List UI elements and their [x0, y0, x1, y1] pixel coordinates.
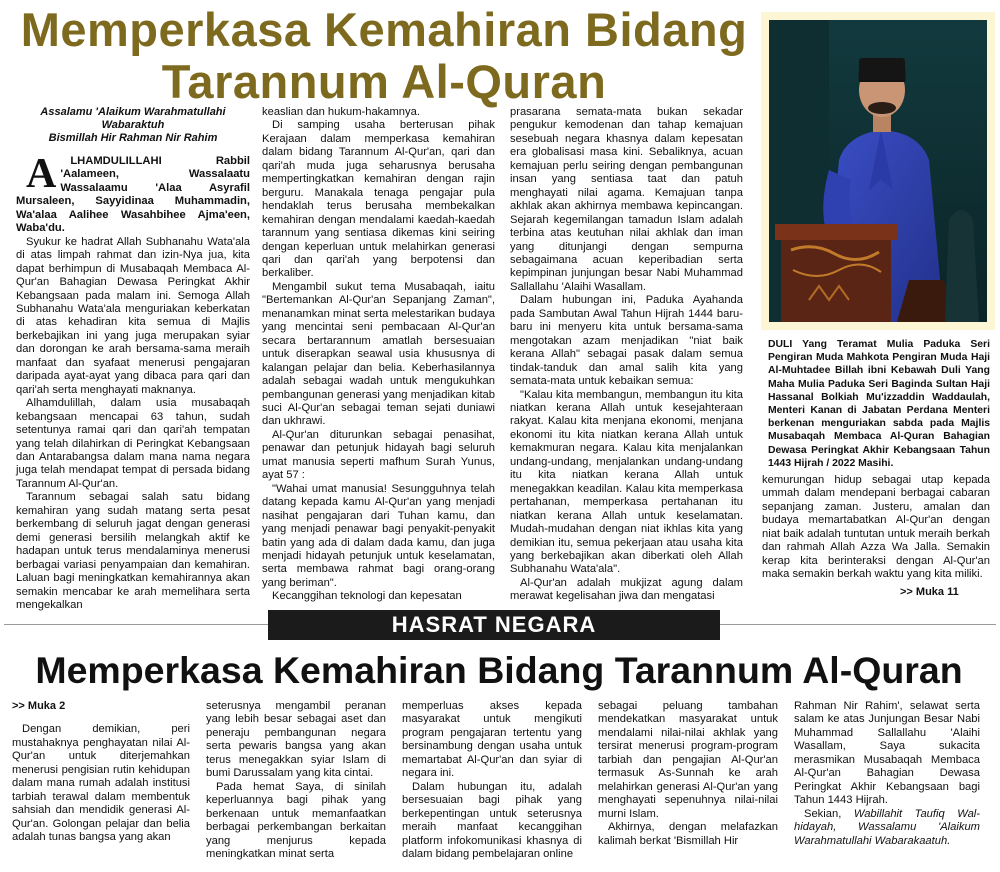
page-reference-next: >> Muka 11	[900, 586, 959, 598]
continued-column-4	[598, 700, 778, 848]
closing-lead: Sekian,	[804, 807, 842, 820]
paragraph: Akhirnya, dengan melafazkan kalimah berkat 'Bismillah Hir	[598, 821, 778, 847]
salam-line: Assalamu 'Alaikum Warahmatullahi Wabaraktuh	[40, 106, 226, 131]
lead-text: LHAMDULILLAHI Rabbil 'Aalameen, Wassalaatu Wassalaamu 'Alaa Asyrafil Mursaleen, Sayyidinaa Muhammadin, Wa'alaa Aalihee Wasahbihee Ajma'een, Waba'du.	[16, 155, 250, 235]
article-column-4	[762, 474, 990, 582]
photo-frame	[761, 12, 995, 330]
paragraph: sebagai peluang tambahan mendekatkan masyarakat untuk mendalami nilai-nilai akhlak yang tersirat menerusi program-program tarbiah dan pengajian Al-Qur'an termasuk As-Sunnah ke arah melahirkan generasi Al-Qur'an yang menghayati sepenuhnya nilai-nilai murni Islam.	[598, 700, 778, 820]
paragraph: kemurungan hidup sebagai utap kepada ummah dalam mendepani berbagai cabaran sepanjang zaman. Justeru, amalan dan budaya memartabatkan Al-Qur'an dengan niat baik adalah tuntutan untuk meraih berkah dan rahmah Allah Azza Wa Jalla. Semakin kerap kita berinteraksi dengan Al-Qur'an maka semakin berkah waktu yang kita miliki.	[762, 474, 990, 581]
paragraph: memperluas akses kepada masyarakat untuk mengikuti program pengajaran tertentu yang bersinambung dengan usaha untuk memartabat Al-Qur'an dan syiar di negara ini.	[402, 700, 582, 780]
continued-column-5	[794, 700, 980, 848]
paragraph: Mengambil sukut tema Musabaqah, iaitu "Bertemankan Al-Qur'an Sepanjang Zaman", menanamkan minat serta melestarikan budaya yang mencintai seni pembacaan Al-Qur'an secara bertarannum amatlah bersesuaian untuk diserapkan seawal usia khususnya di kalangan pelajar dan belia. Keberhasilannya adalah sebagai wadah untuk mengukuhkan pembangunan generasi yang menjadikan kitab suci Al-Qur'an sebagai teman sejati duniawi dan ukhrawi.	[262, 280, 495, 428]
paragraph: Syukur ke hadrat Allah Subhanahu Wata'ala di atas limpah rahmat dan izin-Nya jua, kita dapat berhimpun di Musabaqah Membaca Al-Qur'an Bahagian Dewasa Peringkat Akhir Kebangsaan pada malam ini. Semoga Allah Subhanahu Wata'ala menguriakan keberkatan di atas kehadiran kita semua di Majlis berkebajikan ini yang juga merupakan syiar dan dorongan ke arah bersama-sama meraih manfaat dan syafaat menerusi pengajaran daripada ayat-ayat yang dibaca para qari dan qari'ah serta menghayati maknanya.	[16, 235, 250, 396]
section-banner: HASRAT NEGARA	[268, 610, 720, 640]
salam-greeting	[16, 106, 250, 145]
photo-caption: DULI Yang Teramat Mulia Paduka Seri Pengiran Muda Mahkota Pengiran Muda Haji Al-Muhtadee Billah ibni Kebawah Duli Yang Maha Mulia Paduka Seri Baginda Sultan Haji Hassanal Bolkiah Mu'izzaddin Waddaulah, Menteri Kanan di Jabatan Perdana Menteri berkenan menguriakan sabda pada Majlis Musabaqah Membaca Al-Quran Bahagian Dewasa Peringkat Akhir Kebangsaan Tahun 1443 Hijrah / 2022 Masihi.	[768, 339, 990, 469]
paragraph: Al-Qur'an diturunkan sebagai penasihat, penawar dan petunjuk hidayah bagi seluruh umat manusia seperti mafhum Surah Yunus, ayat 57 :	[262, 428, 495, 482]
paragraph: Alhamdulillah, dalam usia musabaqah kebangsaan mencapai 63 tahun, sudah setentunya ramai qari dan qari'ah tempatan yang telah dilahirkan di Peringkat Kebangsaan dan Antarabangsa dalam mana nama negara juga telah mendapat tempat di persada bidang Tarannum Al-Qur'an.	[16, 397, 250, 490]
quote-paragraph: "Wahai umat manusia! Sesungguhnya telah datang kepada kamu Al-Qur'an yang menjadi nasihat pengajaran dari Tuhan kamu, dan yang menjadi penawar bagi penyakit-penyakit batin yang ada di dalam dada kamu, dan juga menjadi hidayah petunjuk untuk keselamatan, serta membawa rahmat bagi orang-orang yang beriman".	[262, 482, 495, 589]
drop-cap: A	[26, 151, 57, 197]
continued-column-1	[12, 700, 190, 845]
salam-line: Bismillah Hir Rahman Nir Rahim	[48, 132, 218, 144]
paragraph: Dalam hubungan itu, adalah bersesuaian bagi pihak yang berkepentingan untuk seterusnya meraih manfaat kecanggihan platform infokomunikasi khasnya di dalam bidang pembelajaran online	[402, 780, 582, 860]
article-column-2	[262, 106, 495, 604]
paragraph: Tarannum sebagai salah satu bidang kemahiran yang sudah matang serta pesat berkembang di seluruh jagat dengan generasi demi generasi bersilih melangkah aktif ke hadapan untuk terus mendalaminya menerusi berbagai variasi penyampaian dan kemahiran. Laluan bagi meningkatkan kemahirannya akan semakin mencabar ke arah memelihara serta mengekalkan	[16, 491, 250, 611]
paragraph: Dalam hubungan ini, Paduka Ayahanda pada Sambutan Awal Tahun Hijrah 1444 baru-baru ini menyeru kita untuk bersama-sama mengotakan azam menjadikan "niat baik kerana Allah" sebagai pasak dalam semua tindak-tanduk dan amal salih kita yang semata-mata untuk kebaikan semua:	[510, 294, 743, 388]
closing-salutation: Wabillahit Taufiq Wal-hidayah, Wassalamu 'Alaikum Warahmatullahi Wabarakaatuh.	[794, 807, 981, 847]
paragraph: Al-Qur'an adalah mukjizat agung dalam merawat kegelisahan jiwa dan mengatasi	[510, 576, 743, 603]
article-column-3	[510, 106, 743, 604]
paragraph: Pada hemat Saya, di sinilah keperluannya bagi pihak yang berkenaan untuk memanfaatkan berbagai perkembangan berkaitan yang menjurus kepada meningkatkan minat serta	[206, 780, 386, 860]
closing-paragraph	[794, 808, 980, 848]
paragraph: keaslian dan hukum-hakamnya.	[262, 106, 420, 118]
paragraph: Di samping usaha berterusan pihak Kerajaan dalam memperkasa kemahiran dalam bidang Tarannum Al-Qur'an, qari dan qari'ah muda juga seharusnya berusaha mempertingkatkan kemahiran dengan rajin berguru. Manakala tenaga pengajar pula hendaklah terus berusaha membekalkan kemahiran dengan mendalami kaedah-kaedah tarannum yang sentiasa dikemas kini seiring dengan keperluan untuk melahirkan generasi qari dan qari'ah yang berpotensi dan berkaliber.	[262, 119, 495, 280]
lead-paragraph	[16, 151, 250, 236]
quote-paragraph: "Kalau kita membangun, membangun itu kita niatkan kerana Allah untuk kesejahteraan rakyat. Kalau kita menjana ekonomi, menjana ekonomi itu kita niatkan kerana Allah untuk kemakmuran negara. Kalau kita menjalankan undang-undang, menjalankan undang-undang itu kita niatkan kerana Allah untuk menegakkan keadilan. Kalau kita memperkasa pertahanan, memperkasa pertahanan itu niatkan kerana Allah untuk keselamatan. Mudah-mudahan dengan niat ikhlas kita yang demikian itu, semua pekerjaan atau usaha kita yang berkebajikan akan diberkati oleh Allah Subhanahu Wata'ala".	[510, 388, 743, 576]
paragraph: Dengan demikian, peri mustahaknya penghayatan nilai Al-Qur'an untuk diterjemahkan menerusi pengisian rutin kehidupan dalam mana rumah adalah institusi tarbiah terawal dalam membentuk sahsiah dan mendidik generasi Al-Qur'an. Golongan pelajar dan belia adalah tunas bangsa yang akan	[12, 723, 190, 844]
paragraph: Kecanggihan teknologi dan kepesatan	[272, 590, 462, 603]
continued-column-3	[402, 700, 582, 861]
paragraph: Rahman Nir Rahim', selawat serta salam ke atas Junjungan Besar Nabi Muhammad Sallallahu 'Alaihi Wasallam, Saya sukacita merasmikan Musabaqah Membaca Al-Qur'an Bahagian Dewasa Peringkat Akhir Kebangsaan bagi Tahun 1443 Hijrah.	[794, 700, 980, 807]
page-reference-prev: >> Muka 2	[12, 700, 66, 712]
headline: Memperkasa Kemahiran Bidang Tarannum Al-Quran	[20, 3, 748, 108]
article-column-1	[16, 106, 250, 612]
royal-speaker-photo	[769, 20, 987, 322]
paragraph: seterusnya mengambil peranan yang lebih besar sebagai aset dan peneraju pembangunan negara serta pewaris bangsa yang akan terus menegakkan syiar Islam di bumi Darussalam yang kita cintai.	[206, 700, 386, 780]
paragraph: prasarana semata-mata bukan sekadar pengukur kemodenan dan tahap kemajuan sesebuah negara khasnya dalam kepesatan era globalisasi masa kini. Sebaliknya, acuan kemajuan perlu seiring dengan pembangunan insan yang sentiasa taat dan patuh menghayati nilai agama. Kemajuan tanpa akhlak akan akhirnya membawa kepincangan. Sejarah kegemilangan tamadun Islam adalah terbina atas keutuhan nilai akhlak dan iman yang ditunjangi dengan sempurna sebagaimana acuan keperibadian serta kepimpinan junjungan besar Nabi Muhammad Sallallahu 'Alaihi Wasallam.	[510, 106, 743, 293]
continued-headline: Memperkasa Kemahiran Bidang Tarannum Al-Quran	[35, 649, 963, 691]
continued-column-2	[206, 700, 386, 861]
royal-speaker-illustration	[769, 20, 987, 322]
